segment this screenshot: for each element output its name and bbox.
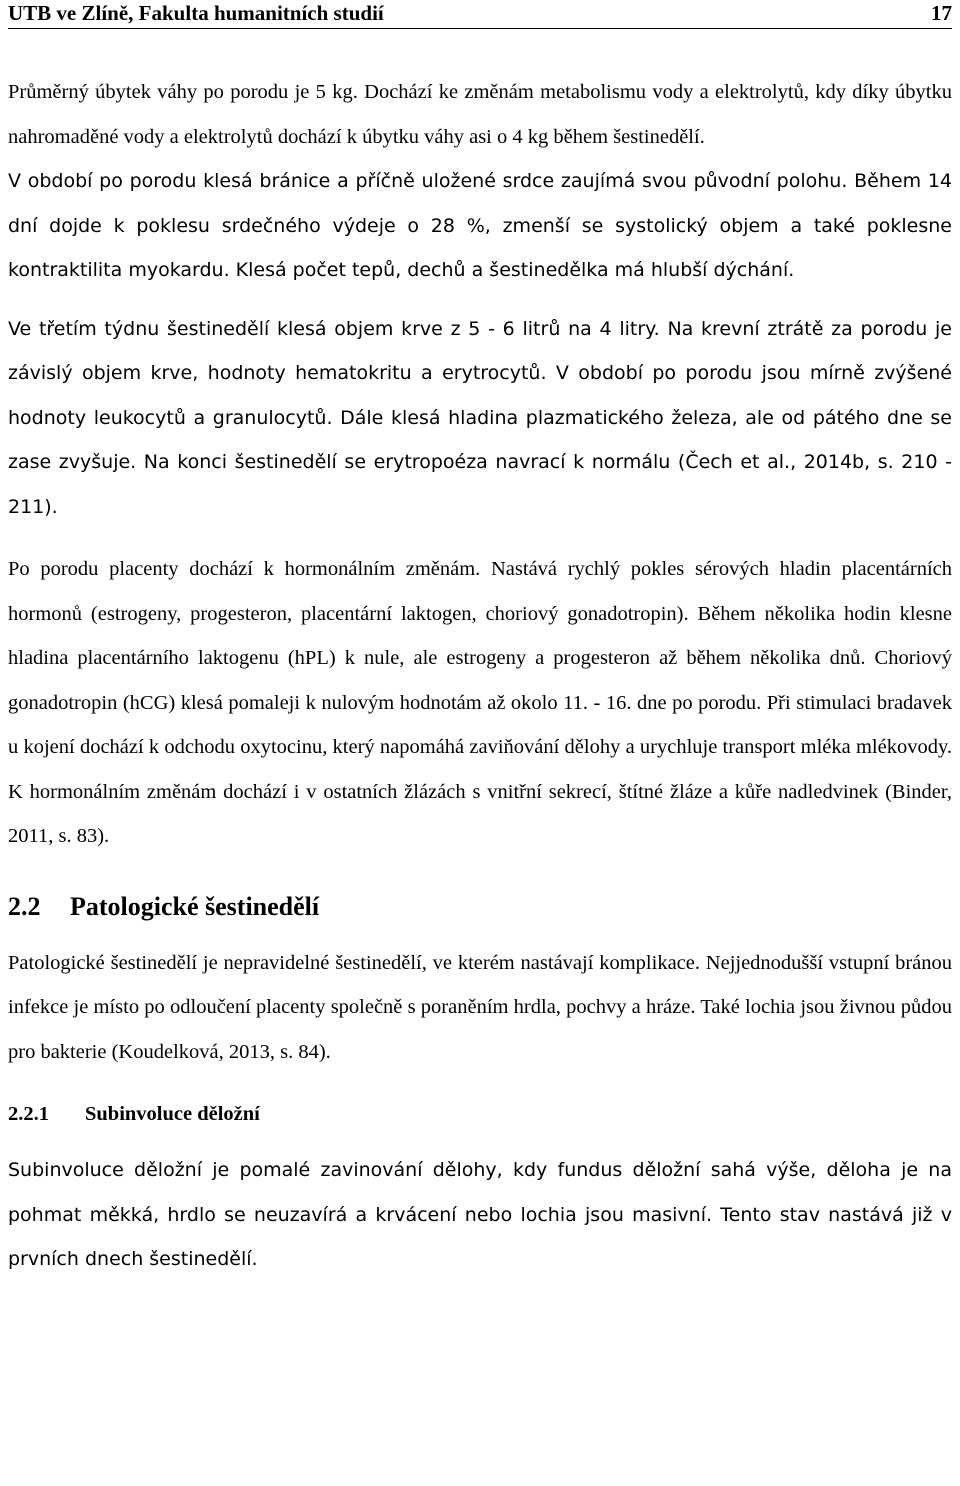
- section-number: 2.2: [8, 891, 41, 921]
- section-title: Patologické šestinedělí: [70, 891, 320, 921]
- subsection-title: Subinvoluce děložní: [85, 1103, 260, 1125]
- header-title: UTB ve Zlíně, Fakulta humanitních studií: [8, 1, 384, 25]
- paragraph-subinvolution: Subinvoluce děložní je pomalé zavinování dělohy, kdy fundus děložní sahá výše, děloha je na pohmat měkká, hrdlo se neuzavírá a krvácení nebo lochia jsou masivní. Tento stav nastává již v prvních dnech šestinedělí.: [8, 1159, 952, 1270]
- section-heading: [8, 887, 952, 927]
- page-number: 17: [931, 1, 952, 25]
- paragraph-hormonal-changes: Po porodu placenty dochází k hormonálním změnám. Nastává rychlý pokles sérových hladin placentárních hormonů (estrogeny, progesteron, placentární laktogen, choriový gonadotropin). Během několika hodin klesne hladina placentárního laktogenu (hPL) k nule, ale estrogeny a progesteron až během několika dnů. Choriový gonadotropin (hCG) klesá pomaleji k nulovým hodnotám až okolo 11. - 16. dne po porodu. Při stimulaci bradavek u kojení dochází k odchodu oxytocinu, který napomáhá zaviňování dělohy a urychluje transport mléka mlékovody. K hormonálním změnám dochází i v ostatních žlázách s vnitřní sekrecí, štítné žláze a kůře nadledvinek (Binder, 2011, s. 83).: [8, 558, 952, 847]
- paragraph-weight-loss: Průměrný úbytek váhy po porodu je 5 kg. Dochází ke změnám metabolismu vody a elektrolytů, kdy díky úbytku nahromaděné vody a elektrolytů dochází k úbytku váhy asi o 4 kg během šestinedělí.: [8, 81, 952, 148]
- page-header: [8, 0, 952, 29]
- subsection-number: 2.2.1: [8, 1103, 49, 1125]
- document-body: [8, 70, 952, 1282]
- paragraph-heart-changes: V období po porodu klesá bránice a příčně uložené srdce zaujímá svou původní polohu. Během 14 dní dojde k poklesu srdečného výdeje o 28 %, zmenší se systolický objem a také poklesne kontraktilita myokardu. Klesá počet tepů, dechů a šestinedělka má hlubší dýchání.: [8, 170, 952, 281]
- subsection-heading: [8, 1094, 952, 1134]
- paragraph-blood-changes: Ve třetím týdnu šestinedělí klesá objem krve z 5 - 6 litrů na 4 litry. Na krevní ztrátě za porodu je závislý objem krve, hodnoty hematokritu a erytrocytů. V období po porodu jsou mírně zvýšené hodnoty leukocytů a granulocytů. Dále klesá hladina plazmatického železa, ale od pátého dne se zase zvyšuje. Na konci šestinedělí se erytropoéza navrací k normálu (Čech et al., 2014b, s. 210 - 211).: [8, 317, 952, 518]
- paragraph-pathological-puerperium: Patologické šestinedělí je nepravidelné šestinedělí, ve kterém nastávají komplikace. Nejjednodušší vstupní bránou infekce je místo po odloučení placenty společně s poraněním hrdla, pochvy a hráze. Také lochia jsou živnou půdou pro bakterie (Koudelková, 2013, s. 84).: [8, 951, 952, 1063]
